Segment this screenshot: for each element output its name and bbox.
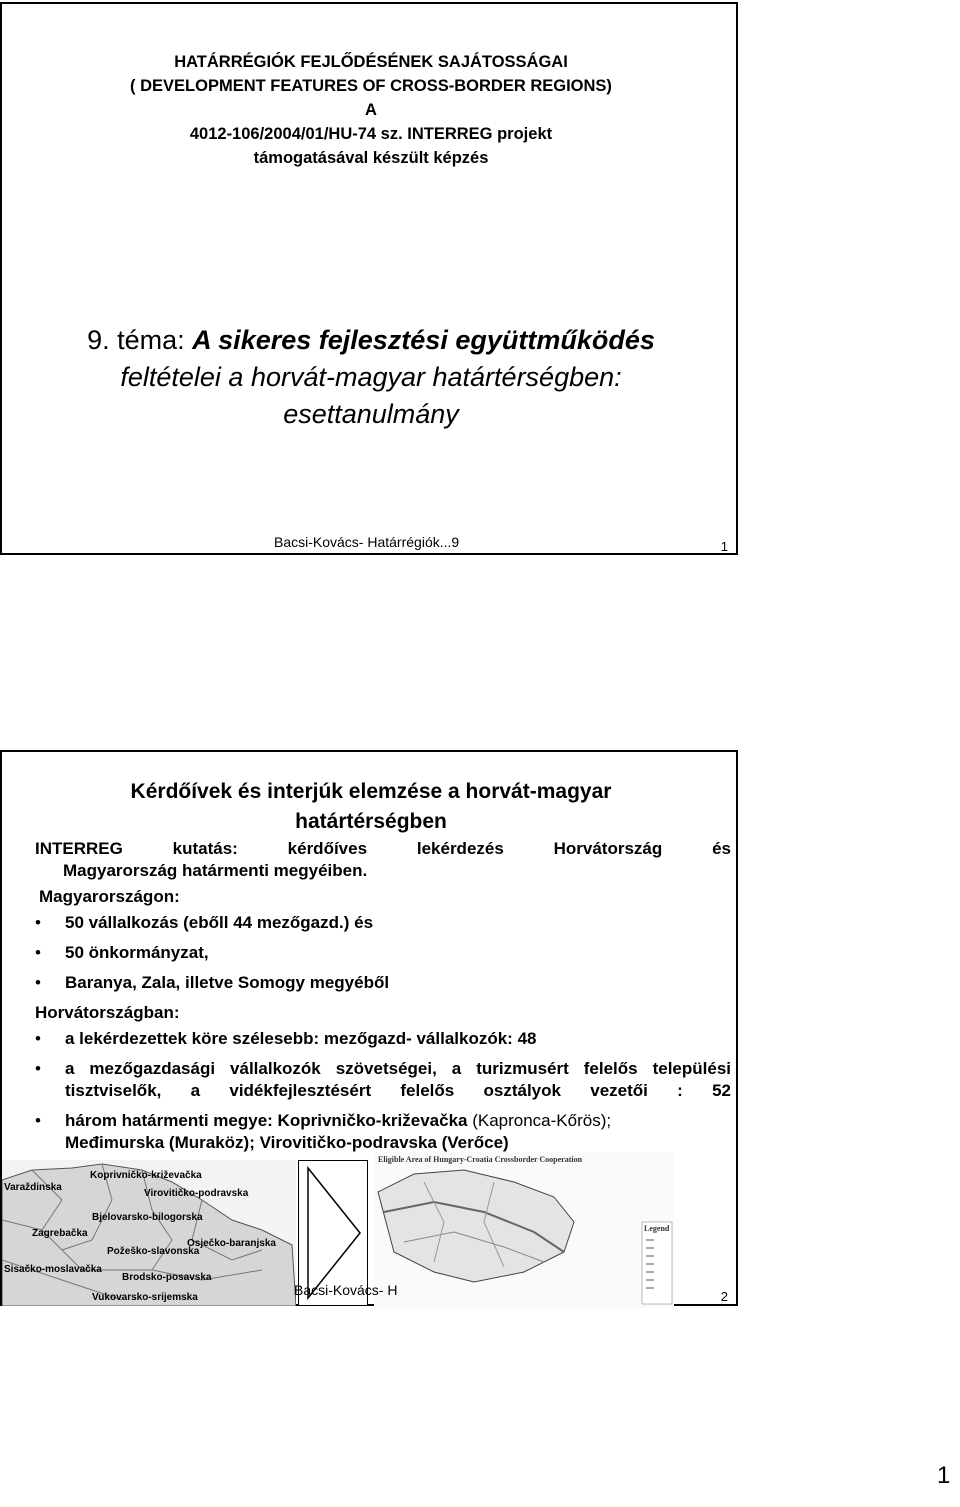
bullet-item: • a mezőgazdasági vállalkozók szövetségei, a turizmusért felelős települési tisztviselők, a vidékfejlesztésért felelős osztályok vezetői : 52: [35, 1058, 731, 1102]
map-label: Osječko-baranjska: [187, 1238, 276, 1249]
map-label: Brodsko-posavska: [122, 1272, 212, 1283]
slide2-footer: Bacsi-Kovács- H: [294, 1282, 398, 1298]
hr-heading: Horvátországban:: [35, 1003, 180, 1022]
title-line3: esettanulmány: [283, 399, 459, 429]
croatia-counties-map: [2, 1160, 296, 1306]
bullet-item: [35, 1110, 731, 1154]
intro-text: INTERREG kutatás: kérdőíves lekérdezés Horvátország és: [35, 839, 731, 858]
map-label: Bjelovarsko-bilogorska: [92, 1212, 203, 1223]
title-prefix: 9. téma:: [87, 325, 193, 355]
map-label: Vukovarsko-srijemska: [92, 1292, 198, 1303]
slide1-number: 1: [720, 539, 728, 554]
map-label: Koprivničko-križevačka: [90, 1170, 202, 1181]
map-label: Zagrebačka: [32, 1228, 88, 1239]
header-line: támogatásával készült képzés: [253, 149, 489, 167]
county-list-b: (Kapronca-Kőrös);: [467, 1111, 612, 1130]
slide1-header: [2, 50, 740, 170]
hu-heading: Magyarországon:: [39, 887, 180, 906]
slide2-number: 2: [720, 1289, 728, 1304]
slide2-title: [2, 777, 740, 837]
slide2-title-line2: határtérségben: [295, 810, 447, 833]
header-line: HATÁRRÉGIÓK FEJLŐDÉSÉNEK SAJÁTOSSÁGAI: [174, 53, 568, 71]
slide-1: [0, 2, 738, 555]
slide1-footer: Bacsi-Kovács- Határrégiók...9: [274, 534, 460, 550]
title-line2: feltételei a horvát-magyar határtérségben:: [120, 362, 622, 392]
map-label: Požeško-slavonska: [107, 1246, 200, 1257]
title-line1: A sikeres fejlesztési együttműködés: [192, 325, 655, 355]
slide2-title-line1: Kérdőívek és interjúk elemzése a horvát-magyar: [130, 780, 612, 803]
county-list-a: három határmenti megye: Koprivničko-križevačka: [65, 1111, 468, 1130]
eligible-area-map: [374, 1152, 674, 1308]
county-list-c: Međimurska (Muraköz); Virovitičko-podravska (Verőce): [65, 1133, 509, 1152]
map-label: Varaždinska: [4, 1182, 62, 1193]
header-line: A: [365, 101, 377, 119]
bullet-item: • a lekérdezettek köre szélesebb: mezőgazd- vállalkozók: 48: [35, 1028, 731, 1050]
map-label: Virovitičko-podravska: [144, 1188, 249, 1199]
bullet-item: • 50 önkormányzat,: [35, 942, 731, 964]
map-legend-title: Legend: [644, 1224, 670, 1233]
header-line: ( DEVELOPMENT FEATURES OF CROSS-BORDER REGIONS): [130, 77, 612, 95]
bullet-item: • 50 vállalkozás (ebőll 44 mezőgazd.) és: [35, 912, 731, 934]
slide1-title: [2, 322, 740, 433]
slide-2: [0, 750, 738, 1306]
map-title: Eligible Area of Hungary-Croatia Crossborder Cooperation: [378, 1155, 583, 1164]
slide2-body: [35, 838, 731, 1162]
page-number: 1: [937, 1462, 951, 1489]
header-line: 4012-106/2004/01/HU-74 sz. INTERREG projekt: [189, 125, 553, 143]
map-label: Sisačko-moslavačka: [4, 1264, 102, 1275]
intro-text-cont: Magyarország határmenti megyéiben.: [63, 861, 368, 880]
bullet-item: • Baranya, Zala, illetve Somogy megyéből: [35, 972, 731, 994]
